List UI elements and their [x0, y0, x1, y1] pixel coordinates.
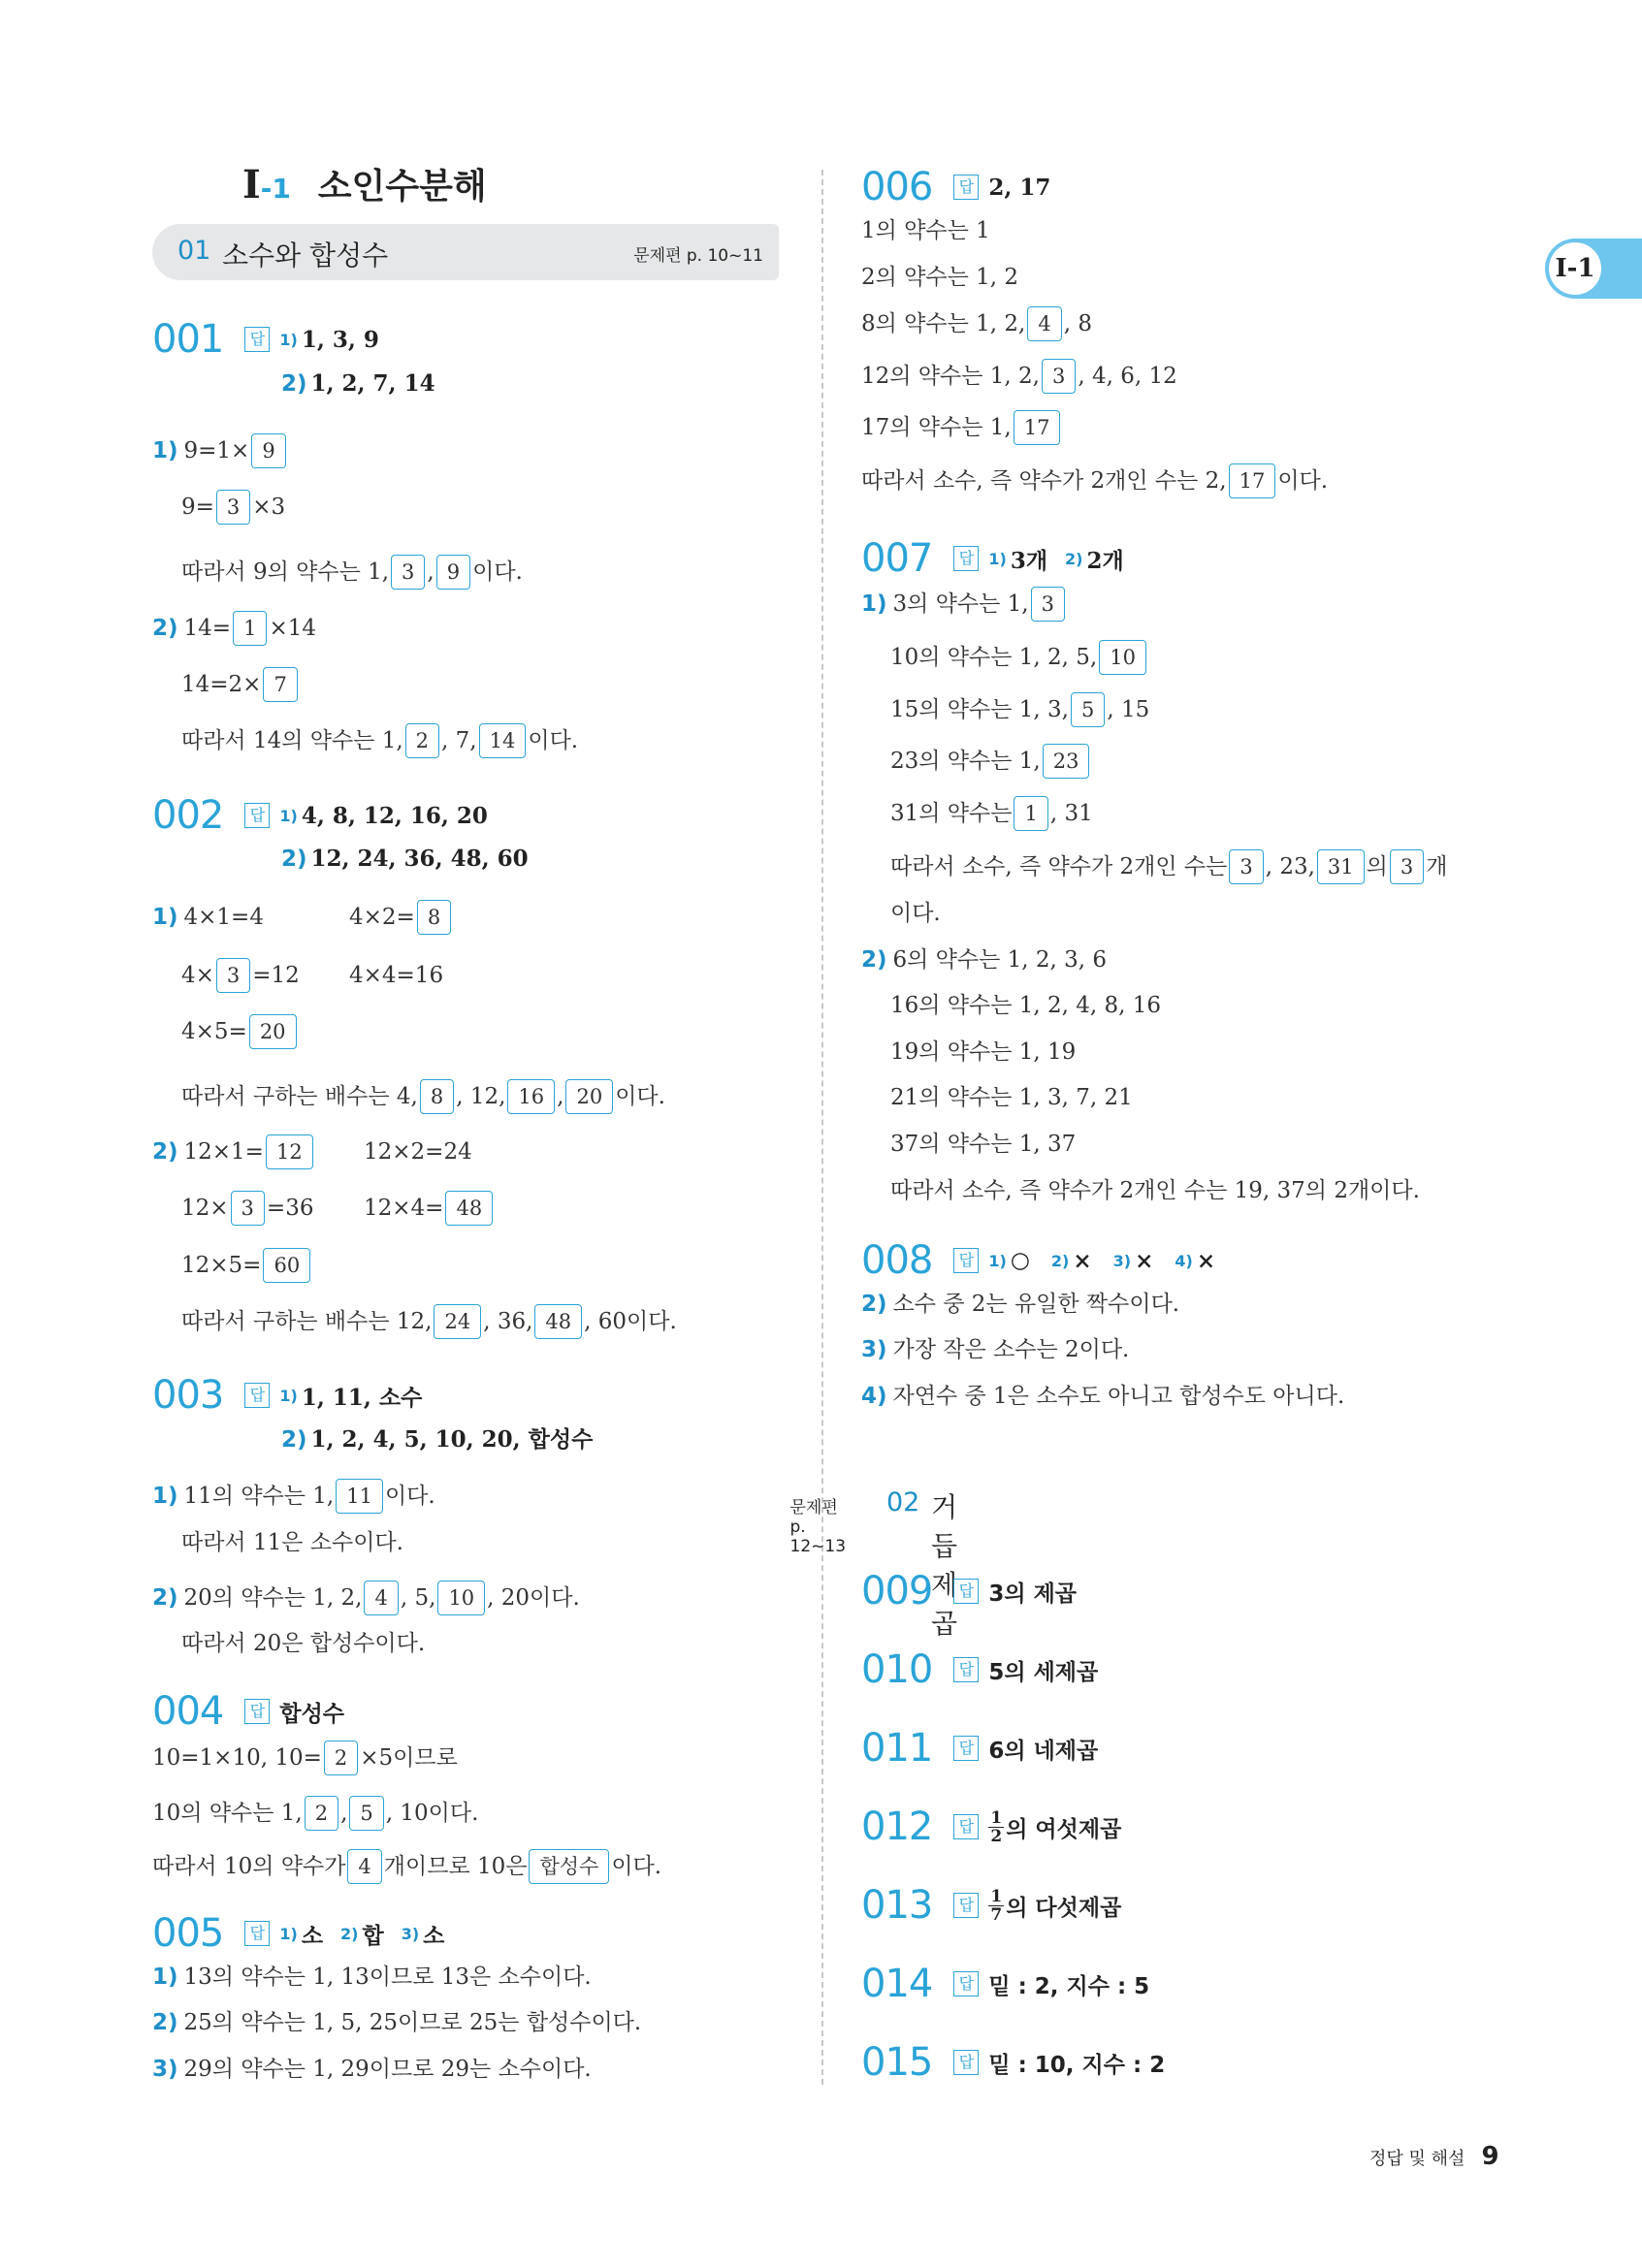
solution-text: ×5이므로: [360, 1745, 458, 1771]
answer-box: 3: [231, 1191, 265, 1226]
answer-box: 3: [1390, 849, 1424, 884]
solution-text: 12×: [181, 1196, 229, 1221]
answer-text: 2개: [1086, 547, 1124, 574]
problem-009-header: [861, 1569, 1077, 1613]
answer-label: 1): [279, 330, 298, 349]
problem-006-header: [861, 165, 1050, 209]
problem-004-header: [152, 1689, 344, 1734]
solution-text: ×14: [269, 616, 316, 641]
solution-line: [861, 1377, 1344, 1416]
solution-text: 의: [1366, 854, 1388, 879]
answer-text: 6의 네제곱: [988, 1738, 1099, 1764]
problem-010-header: [861, 1647, 1098, 1692]
answer-box: 9: [251, 433, 285, 468]
answer-label: 2): [281, 847, 307, 872]
answer-box: 2: [405, 723, 439, 758]
answer-box: 10: [437, 1581, 485, 1615]
solution-line: [861, 211, 990, 250]
answer-text: ○: [1010, 1248, 1030, 1273]
answer-badge: 답: [244, 327, 270, 352]
fraction-denominator: 7: [990, 1904, 1003, 1925]
solution-text: 12×5=: [181, 1253, 262, 1278]
solution-text: 따라서 소수, 즉 약수가 2개인 수는 2,: [861, 468, 1227, 494]
solution-line: [181, 956, 300, 995]
solution-line: [152, 431, 288, 470]
solution-text: 이다.: [615, 1084, 665, 1109]
solution-line: [152, 1133, 315, 1171]
solution-line: [861, 585, 1067, 623]
answer-box: 3: [1031, 587, 1065, 622]
solution-line: [890, 894, 941, 933]
solution-text: 따라서 소수, 즉 약수가 2개인 수는: [890, 854, 1228, 879]
solution-line: [152, 609, 316, 648]
solution-text: , 7,: [441, 728, 477, 753]
answer-box: 9: [436, 555, 470, 590]
answer-badge: 답: [244, 803, 270, 828]
section-ref: 문제편 p. 10~11: [633, 246, 763, 266]
solution-label: 3): [152, 2057, 178, 2082]
chapter-name: 소인수분해: [317, 167, 487, 207]
problem-number: 008: [861, 1238, 933, 1283]
answer-box: 1: [1014, 796, 1047, 831]
solution-line: [890, 742, 1091, 781]
solution-text: , 8: [1063, 311, 1092, 336]
solution-text: 12×4=: [364, 1196, 444, 1221]
answer-box: 3: [391, 555, 425, 590]
page-number: 9: [1481, 2142, 1499, 2171]
solution-text: ×3: [252, 495, 286, 520]
solution-text: 12×1=: [183, 1139, 264, 1165]
answer-box: 합성수: [529, 1849, 609, 1884]
solution-label: 1): [152, 1484, 178, 1509]
problem-number: 001: [152, 317, 224, 362]
problem-number: 014: [861, 1962, 933, 2006]
solution-line: [364, 1133, 472, 1171]
solution-text: , 36,: [483, 1309, 533, 1334]
answer-box: 20: [249, 1014, 297, 1049]
solution-text: 14=2×: [181, 672, 262, 697]
answer-text: 밑 : 10, 지수 : 2: [988, 2052, 1166, 2078]
answer-badge: 답: [244, 1921, 270, 1946]
solution-line: [152, 898, 264, 937]
solution-line: [181, 1012, 299, 1051]
answer-box: 31: [1317, 849, 1365, 884]
solution-line: [890, 1033, 1076, 1071]
answer-box: 3: [1229, 849, 1263, 884]
answer-text: 3개: [1010, 547, 1048, 574]
solution-text: 3의 약수는 1,: [892, 591, 1029, 617]
answer-label: 3): [401, 1924, 420, 1943]
solution-text: 이다.: [472, 559, 523, 585]
answer-text: 1, 3, 9: [301, 326, 379, 353]
answer-box: 20: [565, 1079, 613, 1114]
answer-label: 3): [1112, 1251, 1132, 1270]
solution-text: =36: [266, 1196, 314, 1221]
solution-text: 9=1×: [183, 438, 250, 463]
solution-line: [349, 898, 453, 937]
problem-007-header: [861, 536, 1124, 581]
solution-line: [181, 665, 300, 704]
answer-box: 7: [263, 667, 297, 702]
solution-text: 14=: [183, 616, 232, 641]
fraction: [988, 1888, 1004, 1924]
answer-text: 합: [362, 1922, 384, 1949]
solution-label: 1): [152, 1965, 178, 1990]
solution-line: [181, 1302, 677, 1341]
fraction-numerator: 1: [990, 1886, 1003, 1906]
solution-text: 이다.: [384, 1484, 435, 1509]
answer-badge: 답: [953, 1893, 979, 1918]
solution-text: 16의 약수는 1, 2, 4, 8, 16: [890, 993, 1162, 1018]
column-divider: [821, 170, 823, 2085]
solution-text: , 12,: [456, 1084, 506, 1109]
solution-label: 1): [152, 905, 178, 930]
solution-text: 이다.: [611, 1854, 662, 1879]
answer-box: 2: [324, 1741, 358, 1775]
answer-box: 17: [1014, 410, 1061, 445]
answer-text: 2, 17: [988, 174, 1051, 201]
answer-box: 16: [507, 1079, 555, 1114]
solution-text: 13의 약수는 1, 13이므로 13은 소수이다.: [183, 1965, 592, 1990]
chapter-title: [242, 159, 487, 208]
chapter-tab-circle: [1549, 242, 1601, 295]
solution-text: , 15: [1107, 697, 1150, 722]
solution-line: [861, 462, 1328, 500]
solution-line: [181, 488, 285, 527]
solution-text: 10=1×10, 10=: [152, 1745, 322, 1771]
footer-label: 정답 및 해설: [1369, 2149, 1465, 2169]
problem-number: 004: [152, 1689, 224, 1734]
solution-text: 23의 약수는 1,: [890, 749, 1041, 774]
solution-text: 4×5=: [181, 1019, 247, 1044]
section-bar-01: [152, 224, 779, 280]
solution-line: [861, 1285, 1179, 1324]
solution-label: 4): [861, 1384, 887, 1409]
answer-box: 23: [1043, 744, 1090, 779]
solution-label: 2): [861, 947, 887, 973]
solution-text: 개이므로 10은: [383, 1854, 528, 1879]
solution-text: 12×2=24: [364, 1139, 472, 1165]
solution-text: 10의 약수는 1, 2, 5,: [890, 645, 1098, 670]
answer-box: 2: [305, 1796, 338, 1831]
solution-text: , 60이다.: [584, 1309, 677, 1334]
answer-box: 24: [434, 1304, 481, 1339]
solution-text: 따라서 구하는 배수는 12,: [181, 1309, 433, 1334]
answer-box: 48: [534, 1304, 582, 1339]
solution-text: 따라서 9의 약수는 1,: [181, 559, 390, 585]
solution-line: [181, 1624, 425, 1663]
solution-text: ,: [340, 1801, 348, 1826]
solution-text: 4×: [181, 963, 214, 988]
solution-text: 8의 약수는 1, 2,: [861, 311, 1026, 336]
answer-box: 4: [347, 1849, 381, 1884]
solution-text: 이다.: [528, 728, 579, 753]
answer-label: 2): [281, 371, 307, 397]
solution-text: , 10이다.: [385, 1801, 479, 1826]
solution-line: [181, 1077, 665, 1116]
chapter-roman: I: [242, 162, 261, 208]
solution-text: 17의 약수는 1,: [861, 415, 1012, 440]
solution-text: , 31: [1049, 801, 1093, 826]
solution-line: [152, 1739, 458, 1777]
answer-label: 1): [279, 1386, 298, 1405]
answer-badge: 답: [953, 1579, 979, 1604]
problem-005-header: [152, 1911, 444, 1956]
answer-label: 1): [988, 1251, 1007, 1270]
solution-text: 따라서 구하는 배수는 4,: [181, 1084, 418, 1109]
solution-line: [181, 1189, 313, 1228]
solution-line: [861, 258, 1018, 297]
solution-line: [181, 1523, 403, 1562]
answer-label: 2): [281, 1427, 307, 1453]
answer-text: 4, 8, 12, 16, 20: [301, 802, 488, 829]
solution-text: 따라서 소수, 즉 약수가 2개인 수는 19, 37의 2개이다.: [890, 1178, 1420, 1203]
solution-label: 2): [152, 1585, 178, 1611]
answer-box: 3: [1042, 359, 1076, 394]
answer-text: 12, 24, 36, 48, 60: [310, 846, 529, 872]
solution-line: [152, 2050, 592, 2089]
answer-text: 1, 2, 4, 5, 10, 20, 합성수: [310, 1426, 594, 1453]
problem-014-header: [861, 1962, 1149, 2006]
solution-text: 25의 약수는 1, 5, 25이므로 25는 합성수이다.: [183, 2010, 642, 2035]
solution-line: [364, 1189, 495, 1228]
solution-text: 따라서 10의 약수가: [152, 1854, 346, 1879]
problem-008-header: [861, 1238, 1215, 1283]
answer-badge: 답: [953, 175, 979, 200]
answer-box: 8: [420, 1079, 454, 1114]
answer-box: 10: [1099, 640, 1146, 675]
answer-text: 5의 세제곱: [988, 1659, 1099, 1685]
answer-text: 1, 11, 소수: [301, 1384, 423, 1411]
solution-text: 가장 작은 소수는 2이다.: [892, 1337, 1130, 1362]
chapter-tab: [1545, 239, 1642, 299]
solution-text: , 23,: [1265, 854, 1315, 879]
answer-box: 60: [263, 1248, 310, 1283]
solution-text: 2의 약수는 1, 2: [861, 265, 1019, 290]
answer-box: 3: [216, 490, 250, 525]
solution-text: 이다.: [890, 901, 941, 926]
solution-line: [861, 357, 1177, 396]
solution-text: 9=: [181, 495, 214, 520]
solution-text: 소수 중 2는 유일한 짝수이다.: [892, 1292, 1180, 1317]
solution-line: [861, 941, 1107, 979]
solution-line: [890, 986, 1161, 1025]
section-number: 01: [177, 236, 211, 266]
problem-013-header: [861, 1883, 1121, 1928]
solution-text: 31의 약수는: [890, 801, 1013, 826]
solution-line: [861, 1330, 1129, 1369]
problem-number: 007: [861, 536, 933, 581]
problem-002-header: [152, 793, 488, 838]
answer-label: 1): [988, 549, 1007, 568]
solution-line: [152, 1794, 478, 1833]
chapter-suffix: -1: [260, 173, 291, 205]
answer-text: 의 다섯제곱: [1006, 1895, 1122, 1921]
solution-line: [890, 1078, 1133, 1117]
answer-box: 4: [1027, 306, 1061, 341]
answer-badge: 답: [953, 1971, 979, 1996]
problem-number: 015: [861, 2040, 933, 2085]
answer-text: 합성수: [279, 1700, 345, 1727]
solution-text: 19의 약수는 1, 19: [890, 1039, 1077, 1065]
answer-badge: 답: [953, 1814, 979, 1839]
problem-number: 005: [152, 1911, 224, 1956]
solution-line: [861, 304, 1092, 343]
answer-box: 3: [216, 958, 250, 993]
answer-text: 3의 제곱: [988, 1581, 1078, 1607]
solution-line: [152, 1958, 592, 1996]
answer-line: [281, 1421, 593, 1459]
solution-line: [181, 1246, 312, 1285]
solution-label: 2): [152, 2010, 178, 2035]
problem-number: 003: [152, 1373, 224, 1418]
answer-box: 12: [266, 1134, 313, 1169]
solution-text: 21의 약수는 1, 3, 7, 21: [890, 1085, 1133, 1110]
solution-text: 따라서 20은 합성수이다.: [181, 1631, 426, 1656]
solution-label: 2): [861, 1292, 887, 1317]
solution-text: , 20이다.: [487, 1585, 580, 1611]
solution-line: [152, 1847, 661, 1886]
fraction-numerator: 1: [990, 1807, 1003, 1828]
answer-label: 1): [279, 1924, 298, 1943]
fraction: [988, 1809, 1004, 1845]
problem-number: 010: [861, 1647, 933, 1692]
solution-text: 개: [1426, 854, 1448, 879]
answer-box: 5: [349, 1796, 383, 1831]
problem-012-header: [861, 1805, 1121, 1849]
solution-text: 자연수 중 1은 소수도 아니고 합성수도 아니다.: [892, 1384, 1345, 1409]
solution-text: 따라서 14의 약수는 1,: [181, 728, 403, 753]
answer-line: [281, 840, 529, 878]
answer-box: 5: [1071, 692, 1105, 727]
solution-line: [152, 1477, 435, 1516]
solution-line: [890, 1125, 1076, 1164]
section-number: 02: [886, 1487, 920, 1517]
solution-line: [890, 638, 1148, 677]
problem-001-header: [152, 317, 379, 362]
answer-badge: 답: [244, 1383, 270, 1408]
section-title: 거듭제곱: [931, 1491, 958, 1640]
answer-text: 1, 2, 7, 14: [310, 370, 435, 397]
answer-text: ×: [1135, 1247, 1154, 1274]
answer-box: 48: [445, 1191, 493, 1226]
problem-number: 013: [861, 1883, 933, 1928]
answer-text: ×: [1073, 1247, 1092, 1274]
solution-line: [890, 794, 1093, 833]
answer-box: 1: [233, 611, 267, 646]
answer-badge: 답: [244, 1699, 270, 1724]
answer-box: 4: [364, 1581, 398, 1615]
answer-text: ×: [1196, 1247, 1216, 1274]
answer-label: 4): [1175, 1251, 1193, 1270]
answer-box: 17: [1229, 463, 1276, 498]
solution-line: [181, 553, 523, 591]
solution-text: 20의 약수는 1, 2,: [183, 1585, 363, 1611]
solution-text: 1의 약수는 1: [861, 218, 990, 243]
section-title: 소수와 합성수: [222, 240, 389, 272]
solution-text: 15의 약수는 1, 3,: [890, 697, 1069, 722]
answer-label: 1): [279, 806, 298, 825]
solution-label: 1): [861, 591, 887, 617]
problem-number: 006: [861, 165, 933, 209]
answer-line: [281, 365, 435, 403]
solution-text: 37의 약수는 1, 37: [890, 1132, 1077, 1157]
page-footer: [1369, 2142, 1499, 2171]
solution-text: ,: [557, 1084, 564, 1109]
answer-text: 소: [301, 1922, 324, 1949]
solution-label: 2): [152, 1139, 178, 1165]
problem-003-header: [152, 1373, 422, 1418]
answer-box: 8: [417, 900, 451, 935]
problem-015-header: [861, 2040, 1165, 2085]
solution-text: , 5,: [400, 1585, 436, 1611]
answer-box: 14: [479, 723, 527, 758]
solution-text: 10의 약수는 1,: [152, 1801, 303, 1826]
solution-line: [890, 1171, 1420, 1210]
solution-text: 따라서 11은 소수이다.: [181, 1530, 403, 1555]
solution-label: 1): [152, 438, 178, 463]
solution-line: [152, 1579, 580, 1617]
solution-label: 2): [152, 616, 178, 641]
solution-text: 4×1=4: [183, 905, 264, 930]
problem-number: 002: [152, 793, 224, 838]
answer-badge: 답: [953, 1657, 979, 1682]
solution-text: =12: [252, 963, 300, 988]
solution-text: 4×4=16: [349, 963, 444, 988]
solution-label: 3): [861, 1337, 887, 1362]
answer-badge: 답: [953, 2050, 979, 2075]
answer-box: 11: [336, 1479, 383, 1514]
answer-text: 소: [423, 1922, 445, 1949]
answer-label: 2): [1065, 549, 1083, 568]
section-ref: 문제편 p. 12~13: [789, 1498, 847, 1556]
problem-number: 012: [861, 1805, 933, 1849]
solution-text: 4×2=: [349, 905, 415, 930]
solution-text: ,: [427, 559, 435, 585]
answer-badge: 답: [953, 546, 979, 571]
solution-line: [152, 2003, 641, 2042]
answer-badge: 답: [953, 1736, 979, 1761]
answer-label: 2): [1050, 1251, 1070, 1270]
answer-text: 의 여섯제곱: [1006, 1816, 1122, 1842]
solution-line: [349, 956, 443, 995]
solution-text: , 4, 6, 12: [1078, 364, 1177, 389]
solution-text: 29의 약수는 1, 29이므로 29는 소수이다.: [183, 2057, 592, 2082]
answer-label: 2): [340, 1924, 359, 1943]
problem-number: 009: [861, 1569, 933, 1613]
solution-line: [861, 408, 1062, 447]
problem-number: 011: [861, 1726, 933, 1771]
solution-text: 이다.: [1277, 468, 1329, 494]
solution-text: 6의 약수는 1, 2, 3, 6: [892, 947, 1108, 973]
fraction-denominator: 2: [990, 1826, 1003, 1846]
problem-011-header: [861, 1726, 1098, 1771]
answer-badge: 답: [953, 1248, 979, 1273]
solution-text: 12의 약수는 1, 2,: [861, 364, 1040, 389]
solution-line: [890, 690, 1149, 729]
solution-line: [181, 721, 578, 760]
solution-line: [890, 847, 1447, 886]
answer-text: 밑 : 2, 지수 : 5: [988, 1973, 1150, 1999]
chapter-tab-label: I-1: [1555, 254, 1595, 283]
solution-text: 11의 약수는 1,: [183, 1484, 335, 1509]
